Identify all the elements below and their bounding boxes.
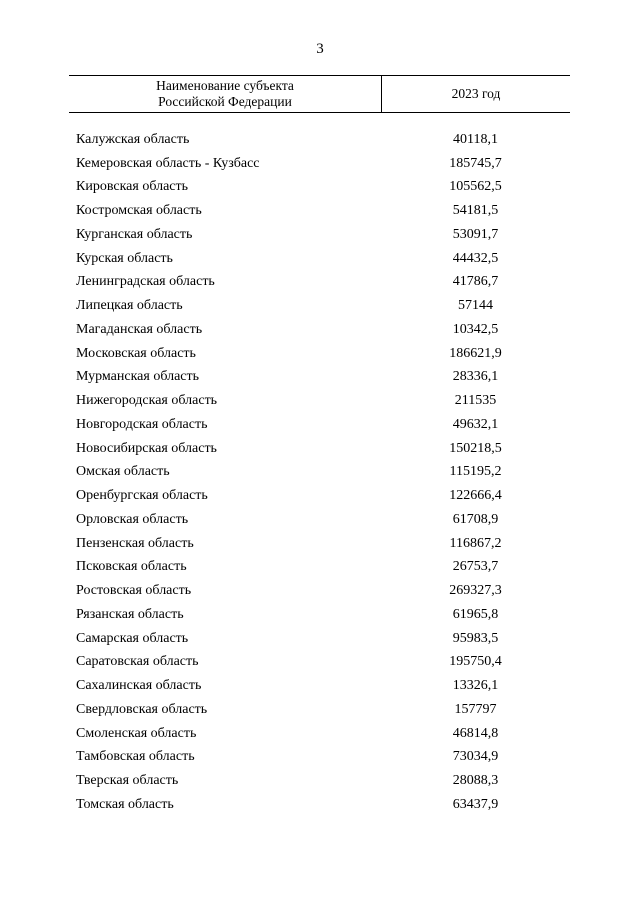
region-name: Самарская область — [76, 630, 189, 646]
table-row — [0, 366, 640, 390]
region-name: Курганская область — [76, 226, 193, 242]
region-value: 28336,1 — [452, 369, 499, 385]
table-header — [69, 75, 570, 113]
region-value: 157797 — [454, 701, 497, 717]
region-name: Магаданская область — [76, 321, 203, 337]
region-name: Смоленская область — [76, 725, 197, 741]
region-name: Липецкая область — [76, 298, 183, 314]
region-value: 54181,5 — [452, 203, 499, 219]
table-row — [0, 199, 640, 223]
region-value: 122666,4 — [449, 488, 502, 504]
region-value: 10342,5 — [452, 321, 499, 337]
region-value: 46814,8 — [452, 725, 499, 741]
region-value: 73034,9 — [452, 749, 499, 765]
region-name: Ленинградская область — [76, 274, 215, 290]
table-row — [0, 579, 640, 603]
table-row — [0, 176, 640, 200]
table-row — [0, 271, 640, 295]
region-name: Тамбовская область — [76, 749, 195, 765]
region-value: 116867,2 — [449, 535, 502, 551]
region-value: 49632,1 — [452, 416, 499, 432]
table-row — [0, 318, 640, 342]
region-value: 95983,5 — [452, 630, 499, 646]
table-row — [0, 128, 640, 152]
region-name: Костромская область — [76, 203, 202, 219]
region-name: Оренбургская область — [76, 488, 208, 504]
region-value: 28088,3 — [452, 773, 499, 789]
region-name: Кировская область — [76, 179, 189, 195]
region-name: Новгородская область — [76, 416, 208, 432]
table-row — [0, 793, 640, 817]
table-row — [0, 461, 640, 485]
table-row — [0, 651, 640, 675]
region-name: Орловская область — [76, 511, 189, 527]
region-value: 186621,9 — [449, 345, 502, 361]
table-row — [0, 674, 640, 698]
table-row — [0, 722, 640, 746]
region-value: 41786,7 — [452, 274, 499, 290]
region-name: Омская область — [76, 464, 170, 480]
table-row — [0, 342, 640, 366]
region-name: Псковская область — [76, 559, 187, 575]
page-number: 3 — [316, 41, 324, 57]
column-header-subject-line2: Российской Федерации — [158, 94, 292, 109]
region-name: Тверская область — [76, 773, 179, 789]
region-value: 61708,9 — [452, 511, 499, 527]
table-row — [0, 484, 640, 508]
region-value: 61965,8 — [452, 606, 499, 622]
region-name: Рязанская область — [76, 606, 184, 622]
region-name: Пензенская область — [76, 535, 194, 551]
column-header-subject-line1: Наименование субъекта — [156, 78, 294, 93]
table-row — [0, 389, 640, 413]
table-row — [0, 247, 640, 271]
table-row — [0, 413, 640, 437]
region-name: Ростовская область — [76, 583, 192, 599]
region-value: 40118,1 — [453, 131, 498, 147]
column-header-subject — [69, 76, 382, 112]
region-value: 115195,2 — [449, 464, 502, 480]
table-row — [0, 769, 640, 793]
region-name: Кемеровская область - Кузбасс — [76, 155, 260, 171]
region-value: 44432,5 — [452, 250, 499, 266]
region-name: Томская область — [76, 796, 174, 812]
region-value: 53091,7 — [452, 226, 499, 242]
table-row — [0, 508, 640, 532]
table-row — [0, 627, 640, 651]
region-value: 26753,7 — [452, 559, 499, 575]
region-value: 195750,4 — [449, 654, 502, 670]
region-name: Московская область — [76, 345, 196, 361]
table-row — [0, 532, 640, 556]
region-name: Курская область — [76, 250, 173, 266]
table-row — [0, 223, 640, 247]
table-row — [0, 294, 640, 318]
region-name: Новосибирская область — [76, 440, 217, 456]
table-body — [0, 128, 640, 817]
region-name: Свердловская область — [76, 701, 208, 717]
table-row — [0, 746, 640, 770]
region-name: Саратовская область — [76, 654, 199, 670]
region-name: Мурманская область — [76, 369, 200, 385]
column-header-year: 2023 год — [451, 86, 501, 101]
region-value: 185745,7 — [449, 155, 502, 171]
table-row — [0, 603, 640, 627]
region-value: 211535 — [454, 393, 497, 409]
region-value: 63437,9 — [452, 796, 499, 812]
region-value: 150218,5 — [449, 440, 502, 456]
region-name: Нижегородская область — [76, 393, 218, 409]
table-row — [0, 698, 640, 722]
region-value: 269327,3 — [449, 583, 502, 599]
region-value: 105562,5 — [449, 179, 502, 195]
region-name: Калужская область — [76, 131, 190, 147]
region-value: 57144 — [458, 298, 493, 314]
region-name: Сахалинская область — [76, 678, 202, 694]
table-row — [0, 556, 640, 580]
region-value: 13326,1 — [452, 678, 499, 694]
table-row — [0, 437, 640, 461]
table-row — [0, 152, 640, 176]
